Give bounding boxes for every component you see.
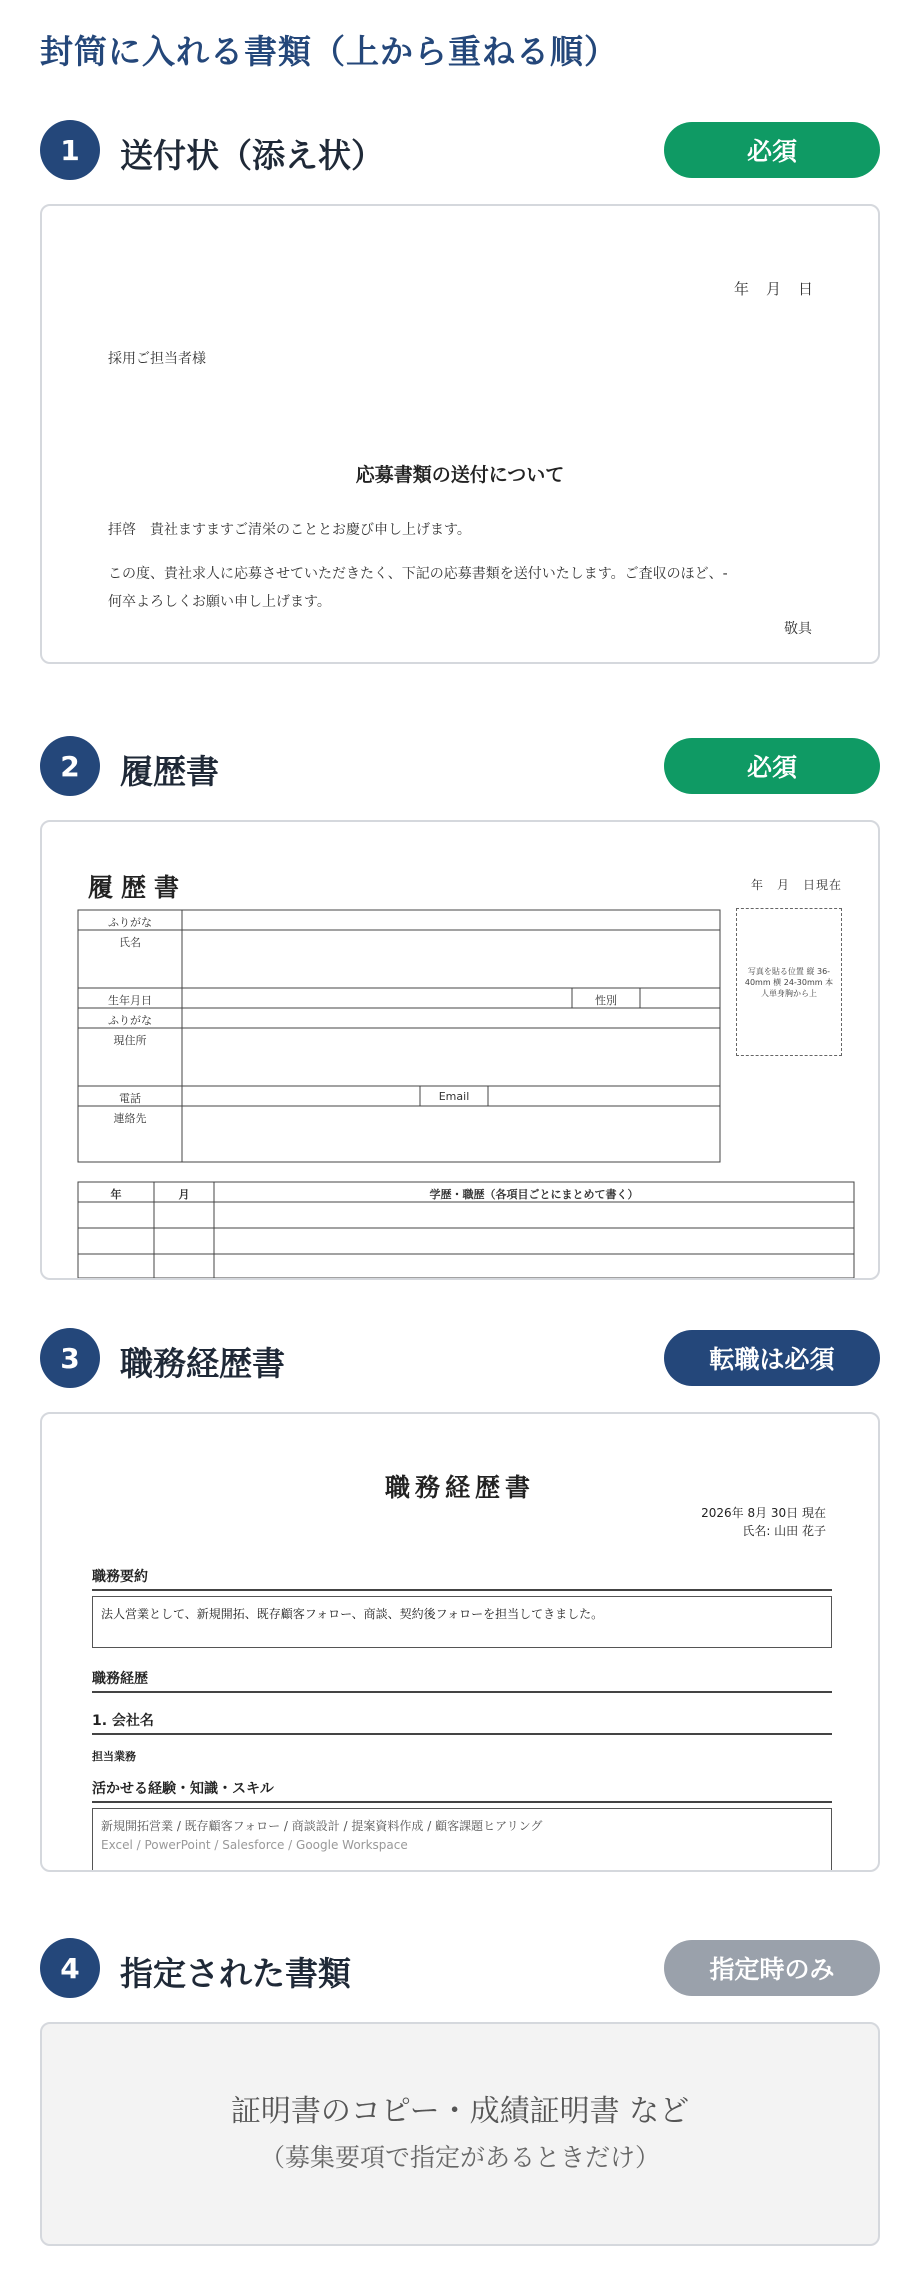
label-furigana: ふりがな (108, 916, 152, 929)
step-number: 4 (40, 1938, 100, 1998)
section-resume (40, 736, 880, 1201)
section-header (40, 120, 880, 180)
label-address: 現住所 (113, 1034, 147, 1047)
duties-label: 担当業務 (92, 1750, 136, 1763)
label-furigana: ふりがな (108, 1014, 152, 1027)
skills-heading: 活かせる経験・知識・スキル (92, 1778, 832, 1803)
letter-subject: 応募書類の送付について (355, 464, 565, 486)
step-number: 3 (40, 1328, 100, 1388)
letter-line: 拝啓 貴社ますますご清栄のこととお慶び申し上げます。 (108, 522, 471, 538)
optional-badge: 指定時のみ (664, 1940, 880, 1996)
label-birthdate: 生年月日 (108, 994, 152, 1007)
section-header (40, 736, 880, 796)
section-title: 履歴書 (120, 752, 219, 791)
specified-docs-note: （募集要項で指定があるときだけ） (259, 2143, 660, 2172)
label-email: Email (438, 1090, 470, 1103)
label-contact: 連絡先 (113, 1112, 147, 1125)
step-number: 1 (40, 120, 100, 180)
letter-line: この度、貴社求人に応募させていただきたく、下記の応募書類を送付いたします。ご査収のほど、- (108, 566, 728, 582)
summary-box (92, 1596, 832, 1648)
required-badge: 必須 (664, 122, 880, 178)
resume-title: 履歴書 (88, 873, 188, 902)
company-heading: 1. 会社名 (92, 1710, 832, 1735)
section-specified-docs (40, 1938, 880, 2172)
letter-closing: 敬具 (784, 621, 812, 637)
section-cover-letter (40, 120, 880, 637)
shokumu-date: 2026年 8月 30日 現在 (701, 1506, 826, 1520)
cover-letter-preview (40, 204, 880, 664)
section-shokumu (40, 1328, 880, 1852)
letter-recipient: 採用ご担当者様 (108, 351, 206, 367)
shokumu-preview (40, 1412, 880, 1872)
skills-box (92, 1808, 832, 1872)
label-name: 氏名 (119, 936, 141, 949)
shokumu-name: 氏名: 山田 花子 (742, 1524, 826, 1538)
summary-heading: 職務要約 (92, 1566, 832, 1591)
shokumu-title: 職務経歴書 (384, 1473, 535, 1502)
history-header-content: 学歴・職歴（各項目ごとにまとめて書く） (429, 1188, 639, 1201)
section-title: 指定された書類 (120, 1954, 351, 1993)
label-phone: 電話 (119, 1092, 141, 1105)
skills-line: 新規開拓営業 / 既存顧客フォロー / 商談設計 / 提案資料作成 / 顧客課題ヒアリング (101, 1819, 543, 1833)
history-header-month: 月 (178, 1188, 190, 1201)
letter-date: 年 月 日 (733, 280, 814, 298)
summary-text: 法人営業として、新規開拓、既存顧客フォロー、商談、契約後フォローを担当してきました。 (101, 1607, 604, 1621)
required-badge: 転職は必須 (664, 1330, 880, 1386)
resume-preview (40, 820, 880, 1280)
section-title: 職務経歴書 (120, 1344, 285, 1383)
section-title: 送付状（添え状） (120, 136, 384, 175)
label-gender: 性別 (595, 994, 617, 1007)
section-header (40, 1328, 880, 1388)
history-header-year: 年 (110, 1188, 122, 1201)
letter-line: 何卒よろしくお願い申し上げます。 (108, 594, 331, 610)
step-number: 2 (40, 736, 100, 796)
required-badge: 必須 (664, 738, 880, 794)
resume-date: 年 月 日現在 (750, 878, 842, 892)
section-header (40, 1938, 880, 1998)
photo-placeholder: 写真を貼る位置 縦 36-40mm 横 24-30mm 本人単身胸から上 (736, 908, 842, 1056)
specified-docs-box (40, 2022, 880, 2246)
page-title: 封筒に入れる書類（上から重ねる順） (40, 32, 618, 71)
skills-line: Excel / PowerPoint / Salesforce / Google Workspace (101, 1838, 408, 1852)
specified-docs-text: 証明書のコピー・成績証明書 など (230, 2094, 690, 2129)
history-heading: 職務経歴 (92, 1668, 832, 1693)
